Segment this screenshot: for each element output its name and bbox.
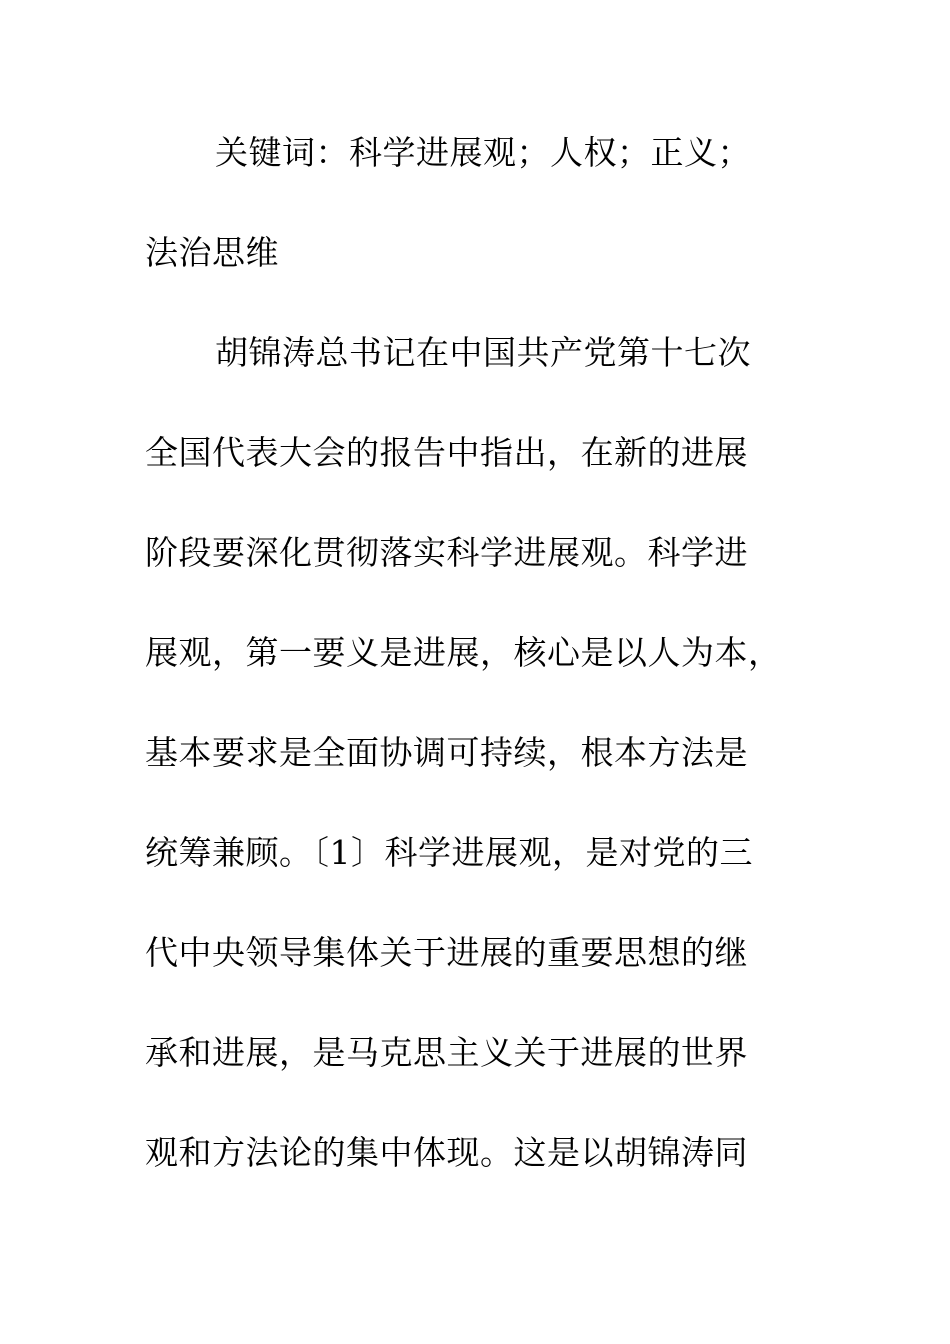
paragraph-line: 展观，第一要义是进展，核心是以人为本， [145,633,782,672]
paragraph-line: 代中央领导集体关于进展的重要思想的继 [145,933,748,972]
paragraph-line: 胡锦涛总书记在中国共产党第十七次 [215,333,751,372]
keywords-line: 关键词：科学进展观；人权；正义； [215,133,751,172]
keywords-line-continued: 法治思维 [145,233,279,272]
paragraph-line: 统筹兼顾。〔1〕科学进展观，是对党的三 [145,833,753,872]
paragraph-line: 阶段要深化贯彻落实科学进展观。科学进 [145,533,748,572]
paragraph-line: 观和方法论的集中体现。这是以胡锦涛同 [145,1133,748,1172]
paragraph-line: 承和进展，是马克思主义关于进展的世界 [145,1033,748,1072]
body-text [145,128,805,1228]
paragraph-line: 基本要求是全面协调可持续，根本方法是 [145,733,748,772]
paragraph-line: 全国代表大会的报告中指出，在新的进展 [145,433,748,472]
